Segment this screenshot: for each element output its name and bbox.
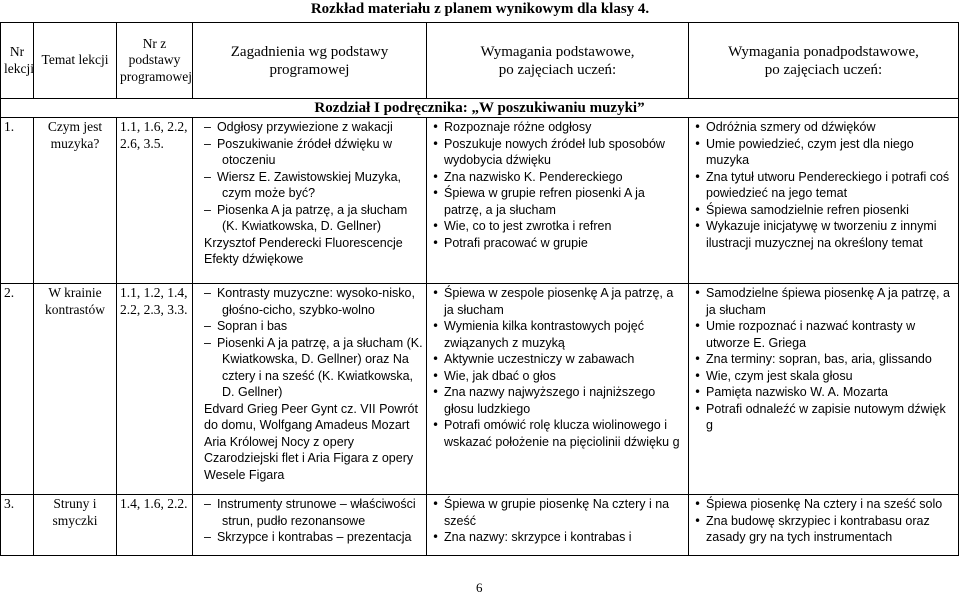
- list-item: Efekty dźwiękowe: [204, 252, 304, 266]
- lesson-topic: Czym jest muzyka?: [34, 118, 117, 284]
- list-item: • Śpiewa samodzielnie refren piosenki: [692, 202, 955, 219]
- list-item: • Potrafi omówić rolę klucza wiolinowego i wskazać położenie na pięciolinii dźwięku g: [430, 417, 685, 450]
- list-item: • Zna nazwisko K. Pendereckiego: [430, 169, 685, 186]
- program-refs: 1.4, 1.6, 2.2.: [117, 495, 193, 556]
- lesson-number: 2.: [1, 284, 34, 495]
- list-item: – Skrzypce i kontrabas – prezentacja: [196, 529, 423, 546]
- list-item: • Umie powiedzieć, czym jest dla niego muzyka: [692, 136, 955, 169]
- list-item: – Wiersz E. Zawistowskiej Muzyka, czym może być?: [196, 169, 423, 202]
- lesson-plan-table: [0, 22, 959, 556]
- zagadnienia-cell: [193, 284, 427, 495]
- list-item: • Aktywnie uczestniczy w zabawach: [430, 351, 685, 368]
- list-item: • Zna tytuł utworu Pendereckiego i potrafi coś powiedzieć na jego temat: [692, 169, 955, 202]
- table-row: [1, 495, 959, 556]
- list-item: • Poszukuje nowych źródeł lub sposobów wydobycia dźwięku: [430, 136, 685, 169]
- header-ponad-line2: po zajęciach uczeń:: [764, 61, 883, 78]
- list-item: • Zna nazwy najwyższego i najniższego głosu ludzkiego: [430, 384, 685, 417]
- list-item: – Piosenki A ja patrzę, a ja słucham (K. Kwiatkowska, D. Gellner) oraz Na cztery i na sześć (K. Kwiatkowska, D. Gellner): [196, 335, 423, 401]
- list-item: • Wie, jak dbać o głos: [430, 368, 685, 385]
- list-item: • Rozpoznaje różne odgłosy: [430, 119, 685, 136]
- list-item: – Instrumenty strunowe – właściwości strun, pudło rezonansowe: [196, 496, 423, 529]
- ponad-cell: [689, 118, 959, 284]
- podstawowe-cell: [427, 118, 689, 284]
- list-item: • Pamięta nazwisko W. A. Mozarta: [692, 384, 955, 401]
- list-item: • Zna budowę skrzypiec i kontrabasu oraz zasady gry na tych instrumentach: [692, 513, 955, 546]
- podstawowe-cell: [427, 495, 689, 556]
- list-item: Edvard Grieg Peer Gynt cz. VII Powrót do domu, Wolfgang Amadeus Mozart Aria Królowej Nocy z opery Czarodziejski flet i Aria Figara z opery Wesele Figara: [204, 401, 418, 482]
- header-ponad-line1: Wymagania ponadpodstawowe,: [728, 43, 919, 60]
- page-number: 6: [476, 580, 483, 595]
- list-item: • Zna terminy: sopran, bas, aria, glissando: [692, 351, 955, 368]
- program-refs: 1.1, 1.6, 2.2, 2.6, 3.5.: [117, 118, 193, 284]
- header-podstawowe-line1: Wymagania podstawowe,: [480, 43, 635, 60]
- list-item: • Potrafi odnaleźć w zapisie nutowym dźwięk g: [692, 401, 955, 434]
- chapter-heading: Rozdział I podręcznika: „W poszukiwaniu muzyki”: [1, 99, 959, 118]
- list-item: • Śpiewa w grupie piosenkę Na cztery i na sześć: [430, 496, 685, 529]
- list-item: • Umie rozpoznać i nazwać kontrasty w utworze E. Griega: [692, 318, 955, 351]
- header-temat: Temat lekcji: [34, 23, 117, 99]
- list-item: • Samodzielne śpiewa piosenkę A ja patrzę, a ja słucham: [692, 285, 955, 318]
- list-item: – Piosenka A ja patrzę, a ja słucham (K. Kwiatkowska, D. Gellner): [196, 202, 423, 235]
- list-item: – Sopran i bas: [196, 318, 423, 335]
- list-item: • Odróżnia szmery od dźwięków: [692, 119, 955, 136]
- header-nr-programu: Nr z podstawy programowej: [117, 23, 193, 99]
- list-item: – Kontrasty muzyczne: wysoko-nisko, głośno-cicho, szybko-wolno: [196, 285, 423, 318]
- zagadnienia-cell: [193, 118, 427, 284]
- lesson-topic: Struny i smyczki: [34, 495, 117, 556]
- list-item: • Wymienia kilka kontrastowych pojęć związanych z muzyką: [430, 318, 685, 351]
- list-item: • Zna nazwy: skrzypce i kontrabas i: [430, 529, 685, 546]
- list-item: – Poszukiwanie źródeł dźwięku w otoczeniu: [196, 136, 423, 169]
- header-podstawowe-line2: po zajęciach uczeń:: [498, 61, 617, 78]
- zagadnienia-cell: [193, 495, 427, 556]
- page-title: Rozkład materiału z planem wynikowym dla klasy 4.: [310, 1, 650, 17]
- ponad-cell: [689, 495, 959, 556]
- table-row: [1, 118, 959, 284]
- list-item: • Śpiewa w zespole piosenkę A ja patrzę, a ja słucham: [430, 285, 685, 318]
- header-ponad: [689, 23, 959, 99]
- header-nr-lekcji: Nr lekcji: [1, 23, 34, 99]
- list-item: – Odgłosy przywiezione z wakacji: [196, 119, 423, 136]
- lesson-number: 1.: [1, 118, 34, 284]
- podstawowe-cell: [427, 284, 689, 495]
- header-podstawowe: [427, 23, 689, 99]
- ponad-cell: [689, 284, 959, 495]
- list-item: Krzysztof Penderecki Fluorescencje: [204, 235, 403, 250]
- list-item: • Wie, czym jest skala głosu: [692, 368, 955, 385]
- lesson-topic: W krainie kontrastów: [34, 284, 117, 495]
- list-item: • Potrafi pracować w grupie: [430, 235, 685, 252]
- list-item: • Wykazuje inicjatywę w tworzeniu z innymi ilustracji muzycznej na określony temat: [692, 218, 955, 251]
- list-item: • Śpiewa piosenkę Na cztery i na sześć solo: [692, 496, 955, 513]
- list-item: • Wie, co to jest zwrotka i refren: [430, 218, 685, 235]
- table-row: [1, 284, 959, 495]
- program-refs: 1.1, 1.2, 1.4, 2.2, 2.3, 3.3.: [117, 284, 193, 495]
- list-item: • Śpiewa w grupie refren piosenki A ja patrzę, a ja słucham: [430, 185, 685, 218]
- lesson-number: 3.: [1, 495, 34, 556]
- header-zagadnienia: Zagadnienia wg podstawy programowej: [193, 23, 427, 99]
